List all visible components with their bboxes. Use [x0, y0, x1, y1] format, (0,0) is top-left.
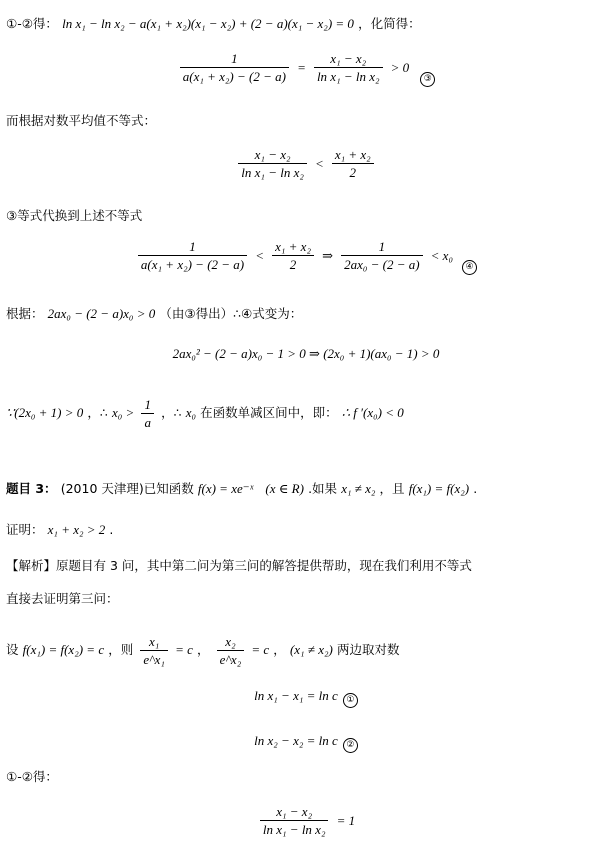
- conclusion-line: ∵(2x₀ + 1) > 0 ，∴ x₀ > $\frac{1}{a}$ ，∴ x₀ 在函数单减区间中，即： ∴ f ′(x₀) < 0: [6, 397, 404, 430]
- equation-tag: ③: [420, 72, 435, 87]
- log-difference-equation: ln x₁ − ln x₂ − a(x₁ + x₂)(x₁ − x₂) + (2 − a)(x₁ − x₂) = 0: [62, 16, 354, 31]
- final-equation: $\frac{\text{x₁ − x₂}}{\text{ln x₁ − ln x₂}}$ = 1: [0, 803, 612, 838]
- subtract-line-2: ①-②得：: [6, 769, 58, 784]
- fraction-rhs: $\frac{\text{x₁ − x₂}}{\text{ln x₁ − ln x₂}}$: [314, 50, 383, 85]
- analysis-line-2: 直接去证明第三问：: [6, 591, 119, 606]
- log-equation-2: ln x₂ − x₂ = ln c ②: [0, 730, 612, 749]
- simplify-text: ，化简得：: [358, 16, 421, 31]
- equation-tag: ④: [462, 260, 477, 275]
- equation-4: $\frac{1}{\text{a(x₁ + x₂) − (2 − a)}}$ < $\frac{\text{x₁ + x₂}}{2}$ ⇒ $\frac{1}{\text{2ax₀ − (2 − a)}}$ < x₀ ④: [0, 238, 612, 273]
- factored-inequality: 2ax₀² − (2 − a)x₀ − 1 > 0 ⇒ (2x₀ + 1)(ax₀ − 1) > 0: [172, 346, 440, 361]
- log-equation-1: ln x₁ − x₁ = ln c ①: [0, 685, 612, 704]
- log-mean-intro: 而根据对数平均值不等式：: [6, 113, 157, 128]
- step-subtract-line: [6, 15, 421, 34]
- substitute-text: ③等式代换到上述不等式: [6, 208, 143, 223]
- according-line: 根据： 2ax₀ − (2 − a)x₀ > 0 （由③得出）∴④式变为：: [6, 306, 303, 321]
- prove-line: 证明： x₁ + x₂ > 2 .: [6, 522, 114, 537]
- problem-3-statement: 题目 3： (2010 天津理)已知函数 f(x) = xe⁻ˣ (x ∈ R) .如果 x₁ ≠ x₂ ，且 f(x₁) = f(x₂) .: [6, 481, 478, 496]
- equation-3: $\frac{1}{\text{a(x₁ + x₂) − (2 − a)}}$ = $\frac{\text{x₁ − x₂}}{\text{ln x₁ − ln x₂}}$ > 0 ③: [0, 50, 612, 85]
- fraction-lhs: $\frac{1}{\text{a(x₁ + x₂) − (2 − a)}}$: [180, 50, 289, 85]
- set-line: 设 f(x₁) = f(x₂) = c ，则 $\frac{\text{x₁}}{\text{e\textasciicircum{}x₁}}$ = c ， $\frac{\text{x₂}}{\text{e\textasciicircum{}x₂}}$ = c ， (x₁ ≠ x₂) 两边取对数: [6, 634, 400, 667]
- problem-label: 题目 3：: [6, 481, 57, 496]
- log-mean-inequality: $\frac{\text{x₁ − x₂}}{\text{ln x₁ − ln x₂}}$ < $\frac{\text{x₁ + x₂}}{2}$: [0, 146, 612, 181]
- step-label: ①-②得：: [6, 16, 58, 31]
- analysis-line-1: 【解析】原题目有 3 问，其中第二问为第三问的解答提供帮助，现在我们利用不等式: [6, 558, 472, 573]
